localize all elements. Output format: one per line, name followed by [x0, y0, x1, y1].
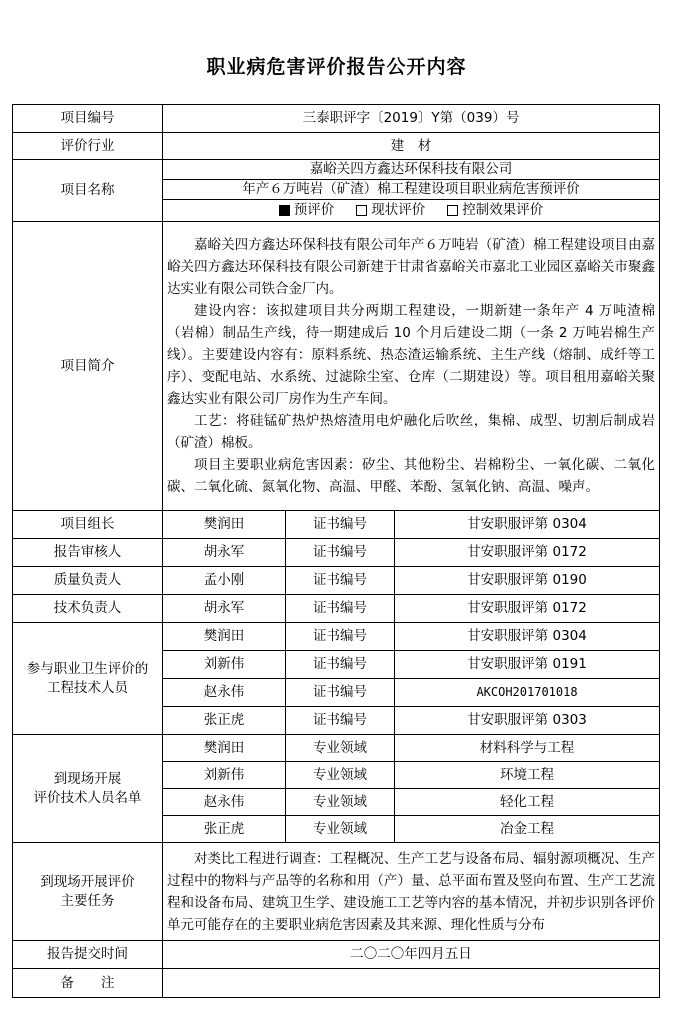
row-staff: [13, 539, 660, 567]
industry-label: 评价行业: [13, 133, 163, 160]
row-submission: [13, 941, 660, 969]
row-staff: [13, 567, 660, 595]
field-value: 冶金工程: [395, 816, 660, 843]
onsite-name: 赵永伟: [163, 789, 286, 816]
option-label: 现状评价: [371, 202, 426, 218]
intro-paragraph: 项目主要职业病危害因素：矽尘、其他粉尘、岩棉粉尘、一氧化碳、二氧化碳、二氧化硫、氮氧化物、高温、甲醛、苯酚、氢氧化钠、高温、噪声。: [167, 457, 656, 495]
row-project-number: [13, 105, 660, 133]
tasks-content: [163, 843, 660, 941]
project-name-line1: 嘉峪关四方鑫达环保科技有限公司: [163, 160, 660, 180]
intro-content: [163, 222, 660, 511]
onsite-name: 张正虎: [163, 816, 286, 843]
evaluation-type-options: [163, 200, 660, 222]
participant-name: 刘新伟: [163, 651, 286, 679]
participants-label-line2: 工程技术人员: [47, 679, 128, 696]
row-intro: [13, 222, 660, 511]
option-status-evaluation[interactable]: [356, 201, 425, 220]
onsite-name: 刘新伟: [163, 762, 286, 789]
cert-label: 证书编号: [286, 707, 395, 735]
project-name-label: 项目名称: [13, 160, 163, 222]
tasks-label-line1: 到现场开展评价: [40, 873, 135, 890]
cert-number: AKCOH201701018: [395, 679, 660, 707]
cert-number: 甘安职服评第 0304: [395, 511, 660, 539]
cert-label: 证书编号: [286, 679, 395, 707]
cert-label: 证书编号: [286, 539, 395, 567]
field-label: 专业领域: [286, 762, 395, 789]
cert-label: 证书编号: [286, 651, 395, 679]
row-project-name: [13, 160, 660, 180]
row-staff: [13, 511, 660, 539]
row-remarks: [13, 969, 660, 998]
participants-label: [13, 623, 163, 735]
staff-role: 质量负责人: [13, 567, 163, 595]
staff-name: 胡永军: [163, 595, 286, 623]
submission-date: 二〇二〇年四月五日: [163, 941, 660, 969]
cert-number: 甘安职服评第 0172: [395, 595, 660, 623]
project-number-value: 三泰职评字〔2019〕Y第（039）号: [163, 105, 660, 133]
tasks-text: 对类比工程进行调查：工程概况、生产工艺与设备布局、辐射源项概况、生产过程中的物料与产品等的名称和用（产）量、总平面布置及竖向布置、生产工艺流程和设备布局、建筑卫生学、建设施工工艺等内容的基本情况，并初步识别各评价单元可能存在的主要职业病危害因素及其来源、理化性质与分布: [167, 850, 656, 933]
field-value: 轻化工程: [395, 789, 660, 816]
participant-name: 赵永伟: [163, 679, 286, 707]
intro-paragraph: 嘉峪关四方鑫达环保科技有限公司年产６万吨岩（矿渣）棉工程建设项目由嘉峪关四方鑫达环保科技有限公司新建于甘肃省嘉峪关市嘉北工业园区嘉峪关市聚鑫达实业有限公司铁合金厂内。: [167, 237, 656, 297]
checkbox-empty-icon[interactable]: [356, 205, 367, 216]
cert-number: 甘安职服评第 0191: [395, 651, 660, 679]
checkbox-checked-icon[interactable]: [279, 205, 290, 216]
field-value: 材料科学与工程: [395, 735, 660, 762]
participant-name: 张正虎: [163, 707, 286, 735]
cert-number: 甘安职服评第 0172: [395, 539, 660, 567]
option-pre-evaluation[interactable]: [279, 201, 335, 220]
staff-role: 项目组长: [13, 511, 163, 539]
cert-number: 甘安职服评第 0303: [395, 707, 660, 735]
staff-role: 报告审核人: [13, 539, 163, 567]
row-onsite: [13, 735, 660, 762]
field-label: 专业领域: [286, 789, 395, 816]
staff-name: 胡永军: [163, 539, 286, 567]
project-name-line2: 年产６万吨岩（矿渣）棉工程建设项目职业病危害预评价: [163, 180, 660, 200]
remarks-label: 备 注: [13, 969, 163, 998]
staff-name: 孟小刚: [163, 567, 286, 595]
checkbox-empty-icon[interactable]: [447, 205, 458, 216]
cert-label: 证书编号: [286, 595, 395, 623]
field-label: 专业领域: [286, 735, 395, 762]
onsite-name: 樊润田: [163, 735, 286, 762]
project-number-label: 项目编号: [13, 105, 163, 133]
cert-number: 甘安职服评第 0304: [395, 623, 660, 651]
cert-label: 证书编号: [286, 567, 395, 595]
cert-label: 证书编号: [286, 511, 395, 539]
onsite-label-line1: 到现场开展: [53, 770, 122, 787]
intro-paragraph: 工艺：将硅锰矿热炉热熔渣用电炉融化后吹丝，集棉、成型、切割后制成岩（矿渣）棉板。: [167, 413, 656, 451]
intro-paragraph: 建设内容：该拟建项目共分两期工程建设，一期新建一条年产 4 万吨渣棉（岩棉）制品生产线，待一期建成后 10 个月后建设二期（一条 2 万吨岩棉生产线）。主要建设内容有：原料系统、热态渣运输系统、主生产线（熔制、成纤等工序）、变配电站、水系统、过滤除尘室、仓库（二期建设）等。项目租用嘉峪关聚鑫达实业有限公司厂房作为生产车间。: [167, 303, 656, 407]
field-label: 专业领域: [286, 816, 395, 843]
cert-number: 甘安职服评第 0190: [395, 567, 660, 595]
row-participant: [13, 623, 660, 651]
staff-name: 樊润田: [163, 511, 286, 539]
document-title: 职业病危害评价报告公开内容: [206, 56, 467, 78]
participants-label-line1: 参与职业卫生评价的: [26, 660, 149, 677]
option-label: 控制效果评价: [462, 202, 544, 218]
report-table: [12, 104, 660, 998]
participant-name: 樊润田: [163, 623, 286, 651]
cert-label: 证书编号: [286, 623, 395, 651]
row-staff: [13, 595, 660, 623]
option-label: 预评价: [293, 202, 335, 218]
submission-label: 报告提交时间: [13, 941, 163, 969]
staff-role: 技术负责人: [13, 595, 163, 623]
option-control-effect-evaluation[interactable]: [447, 201, 543, 220]
remarks-value: [163, 969, 660, 998]
field-value: 环境工程: [395, 762, 660, 789]
tasks-label-line2: 主要任务: [60, 892, 115, 909]
row-industry: [13, 133, 660, 160]
onsite-label-line2: 评价技术人员名单: [33, 789, 142, 806]
tasks-label: [13, 843, 163, 941]
industry-value: 建 材: [163, 133, 660, 160]
onsite-label: [13, 735, 163, 843]
intro-label: 项目简介: [13, 222, 163, 511]
row-tasks: [13, 843, 660, 941]
